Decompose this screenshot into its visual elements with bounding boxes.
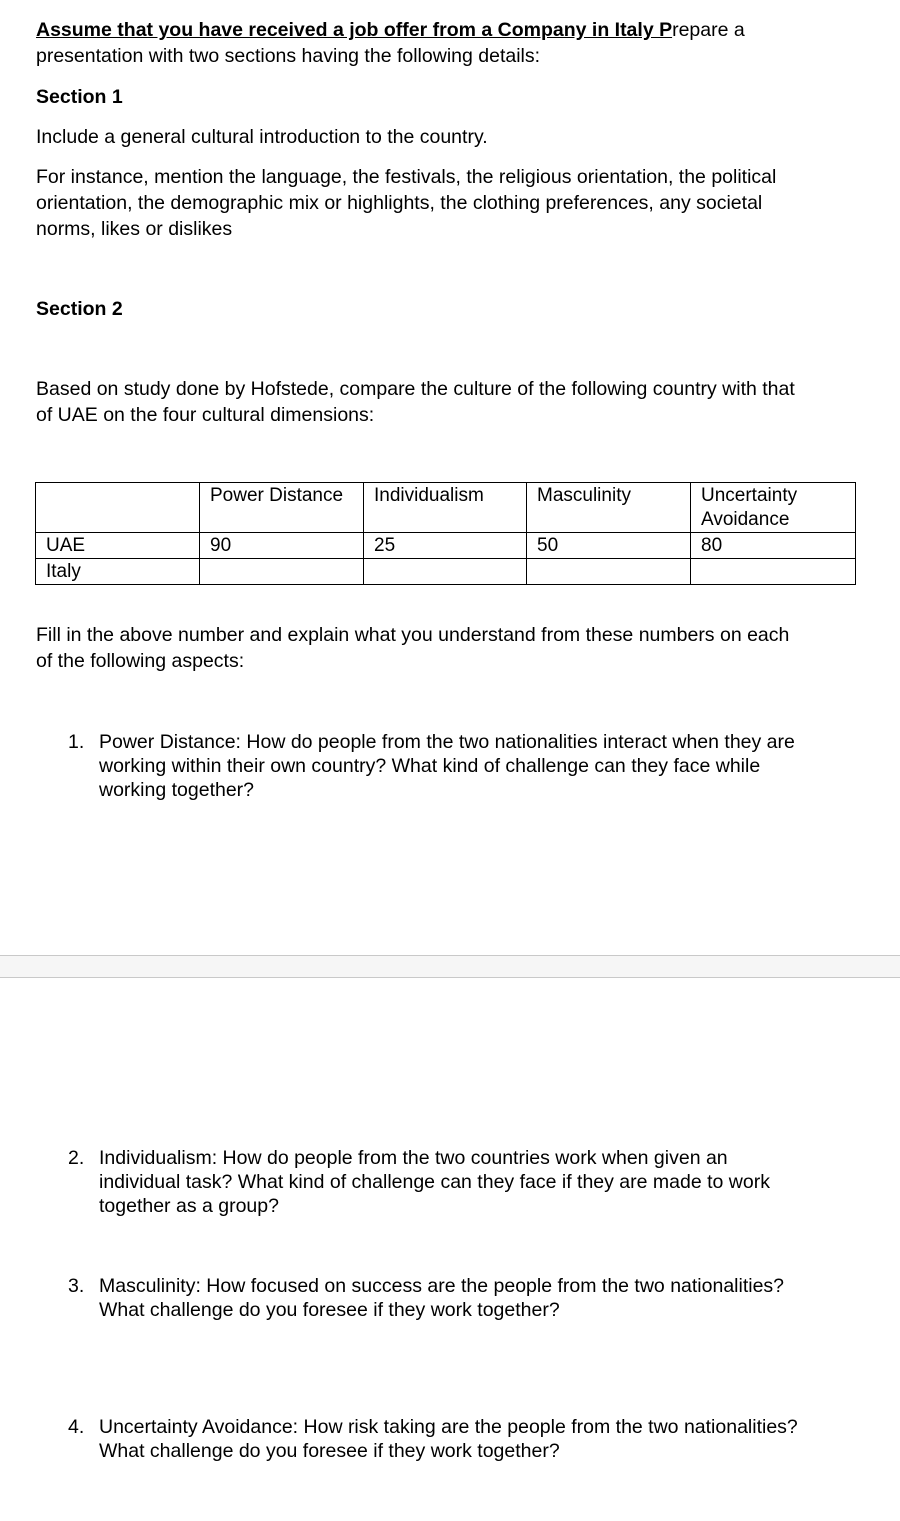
table-row-uae bbox=[36, 533, 856, 559]
intro-line2: presentation with two sections having the following details: bbox=[36, 45, 541, 67]
table-header-cell: Power Distance bbox=[200, 483, 364, 533]
question-line: What challenge do you foresee if they work together? bbox=[99, 1299, 560, 1321]
table-cell-power-distance bbox=[200, 559, 364, 585]
intro-title-line bbox=[36, 17, 886, 43]
question-line: What challenge do you foresee if they work together? bbox=[99, 1440, 560, 1462]
question-line: working together? bbox=[99, 779, 255, 801]
section2-para-line1: Based on study done by Hofstede, compare the culture of the following country with that bbox=[36, 378, 795, 400]
question-2 bbox=[99, 1146, 869, 1218]
table-cell-masculinity bbox=[527, 559, 691, 585]
question-1 bbox=[99, 730, 869, 802]
question-line: Power Distance: How do people from the two nationalities interact when they are bbox=[99, 731, 795, 753]
question-line: Individualism: How do people from the two countries work when given an bbox=[99, 1147, 728, 1169]
intro-title-bold: Assume that you have received a job offer from a Company in Italy P bbox=[36, 19, 673, 41]
question-number: 4. bbox=[68, 1416, 85, 1438]
question-line: together as a group? bbox=[99, 1195, 279, 1217]
question-number: 3. bbox=[68, 1275, 85, 1297]
table-header-row bbox=[36, 483, 856, 533]
intro-title-rest: repare a bbox=[672, 19, 745, 41]
question-number: 2. bbox=[68, 1147, 85, 1169]
table-header-cell: Masculinity bbox=[527, 483, 691, 533]
table-header-cell: Uncertainty Avoidance bbox=[691, 483, 856, 533]
table-header-cell: Individualism bbox=[364, 483, 527, 533]
table-cell-masculinity: 50 bbox=[527, 533, 691, 559]
table-cell-individualism bbox=[364, 559, 527, 585]
table-cell-uncertainty-avoidance bbox=[691, 559, 856, 585]
question-line: Uncertainty Avoidance: How risk taking are the people from the two nationalities? bbox=[99, 1416, 798, 1438]
section1-para2-line1: For instance, mention the language, the festivals, the religious orientation, the political bbox=[36, 166, 777, 188]
table-cell-country: UAE bbox=[36, 533, 200, 559]
table-cell-country: Italy bbox=[36, 559, 200, 585]
table-row-italy bbox=[36, 559, 856, 585]
hofstede-table bbox=[35, 482, 856, 585]
fill-in-line1: Fill in the above number and explain what you understand from these numbers on each bbox=[36, 624, 790, 646]
question-4 bbox=[99, 1415, 869, 1463]
question-line: individual task? What kind of challenge can they face if they are made to work bbox=[99, 1171, 770, 1193]
question-3 bbox=[99, 1274, 869, 1322]
section1-para2-line3: norms, likes or dislikes bbox=[36, 218, 233, 240]
section2-heading: Section 2 bbox=[36, 298, 123, 320]
question-line: Masculinity: How focused on success are the people from the two nationalities? bbox=[99, 1275, 785, 1297]
table-cell-uncertainty-avoidance: 80 bbox=[691, 533, 856, 559]
section1-para2-line2: orientation, the demographic mix or highlights, the clothing preferences, any societal bbox=[36, 192, 763, 214]
table-header-cell bbox=[36, 483, 200, 533]
table-cell-power-distance: 90 bbox=[200, 533, 364, 559]
table-cell-individualism: 25 bbox=[364, 533, 527, 559]
page-break-divider bbox=[0, 955, 900, 978]
section1-para1: Include a general cultural introduction to the country. bbox=[36, 126, 488, 148]
fill-in-line2: of the following aspects: bbox=[36, 650, 245, 672]
section2-para-line2: of UAE on the four cultural dimensions: bbox=[36, 404, 375, 426]
question-number: 1. bbox=[68, 731, 85, 753]
section1-heading: Section 1 bbox=[36, 86, 123, 108]
question-line: working within their own country? What kind of challenge can they face while bbox=[99, 755, 761, 777]
